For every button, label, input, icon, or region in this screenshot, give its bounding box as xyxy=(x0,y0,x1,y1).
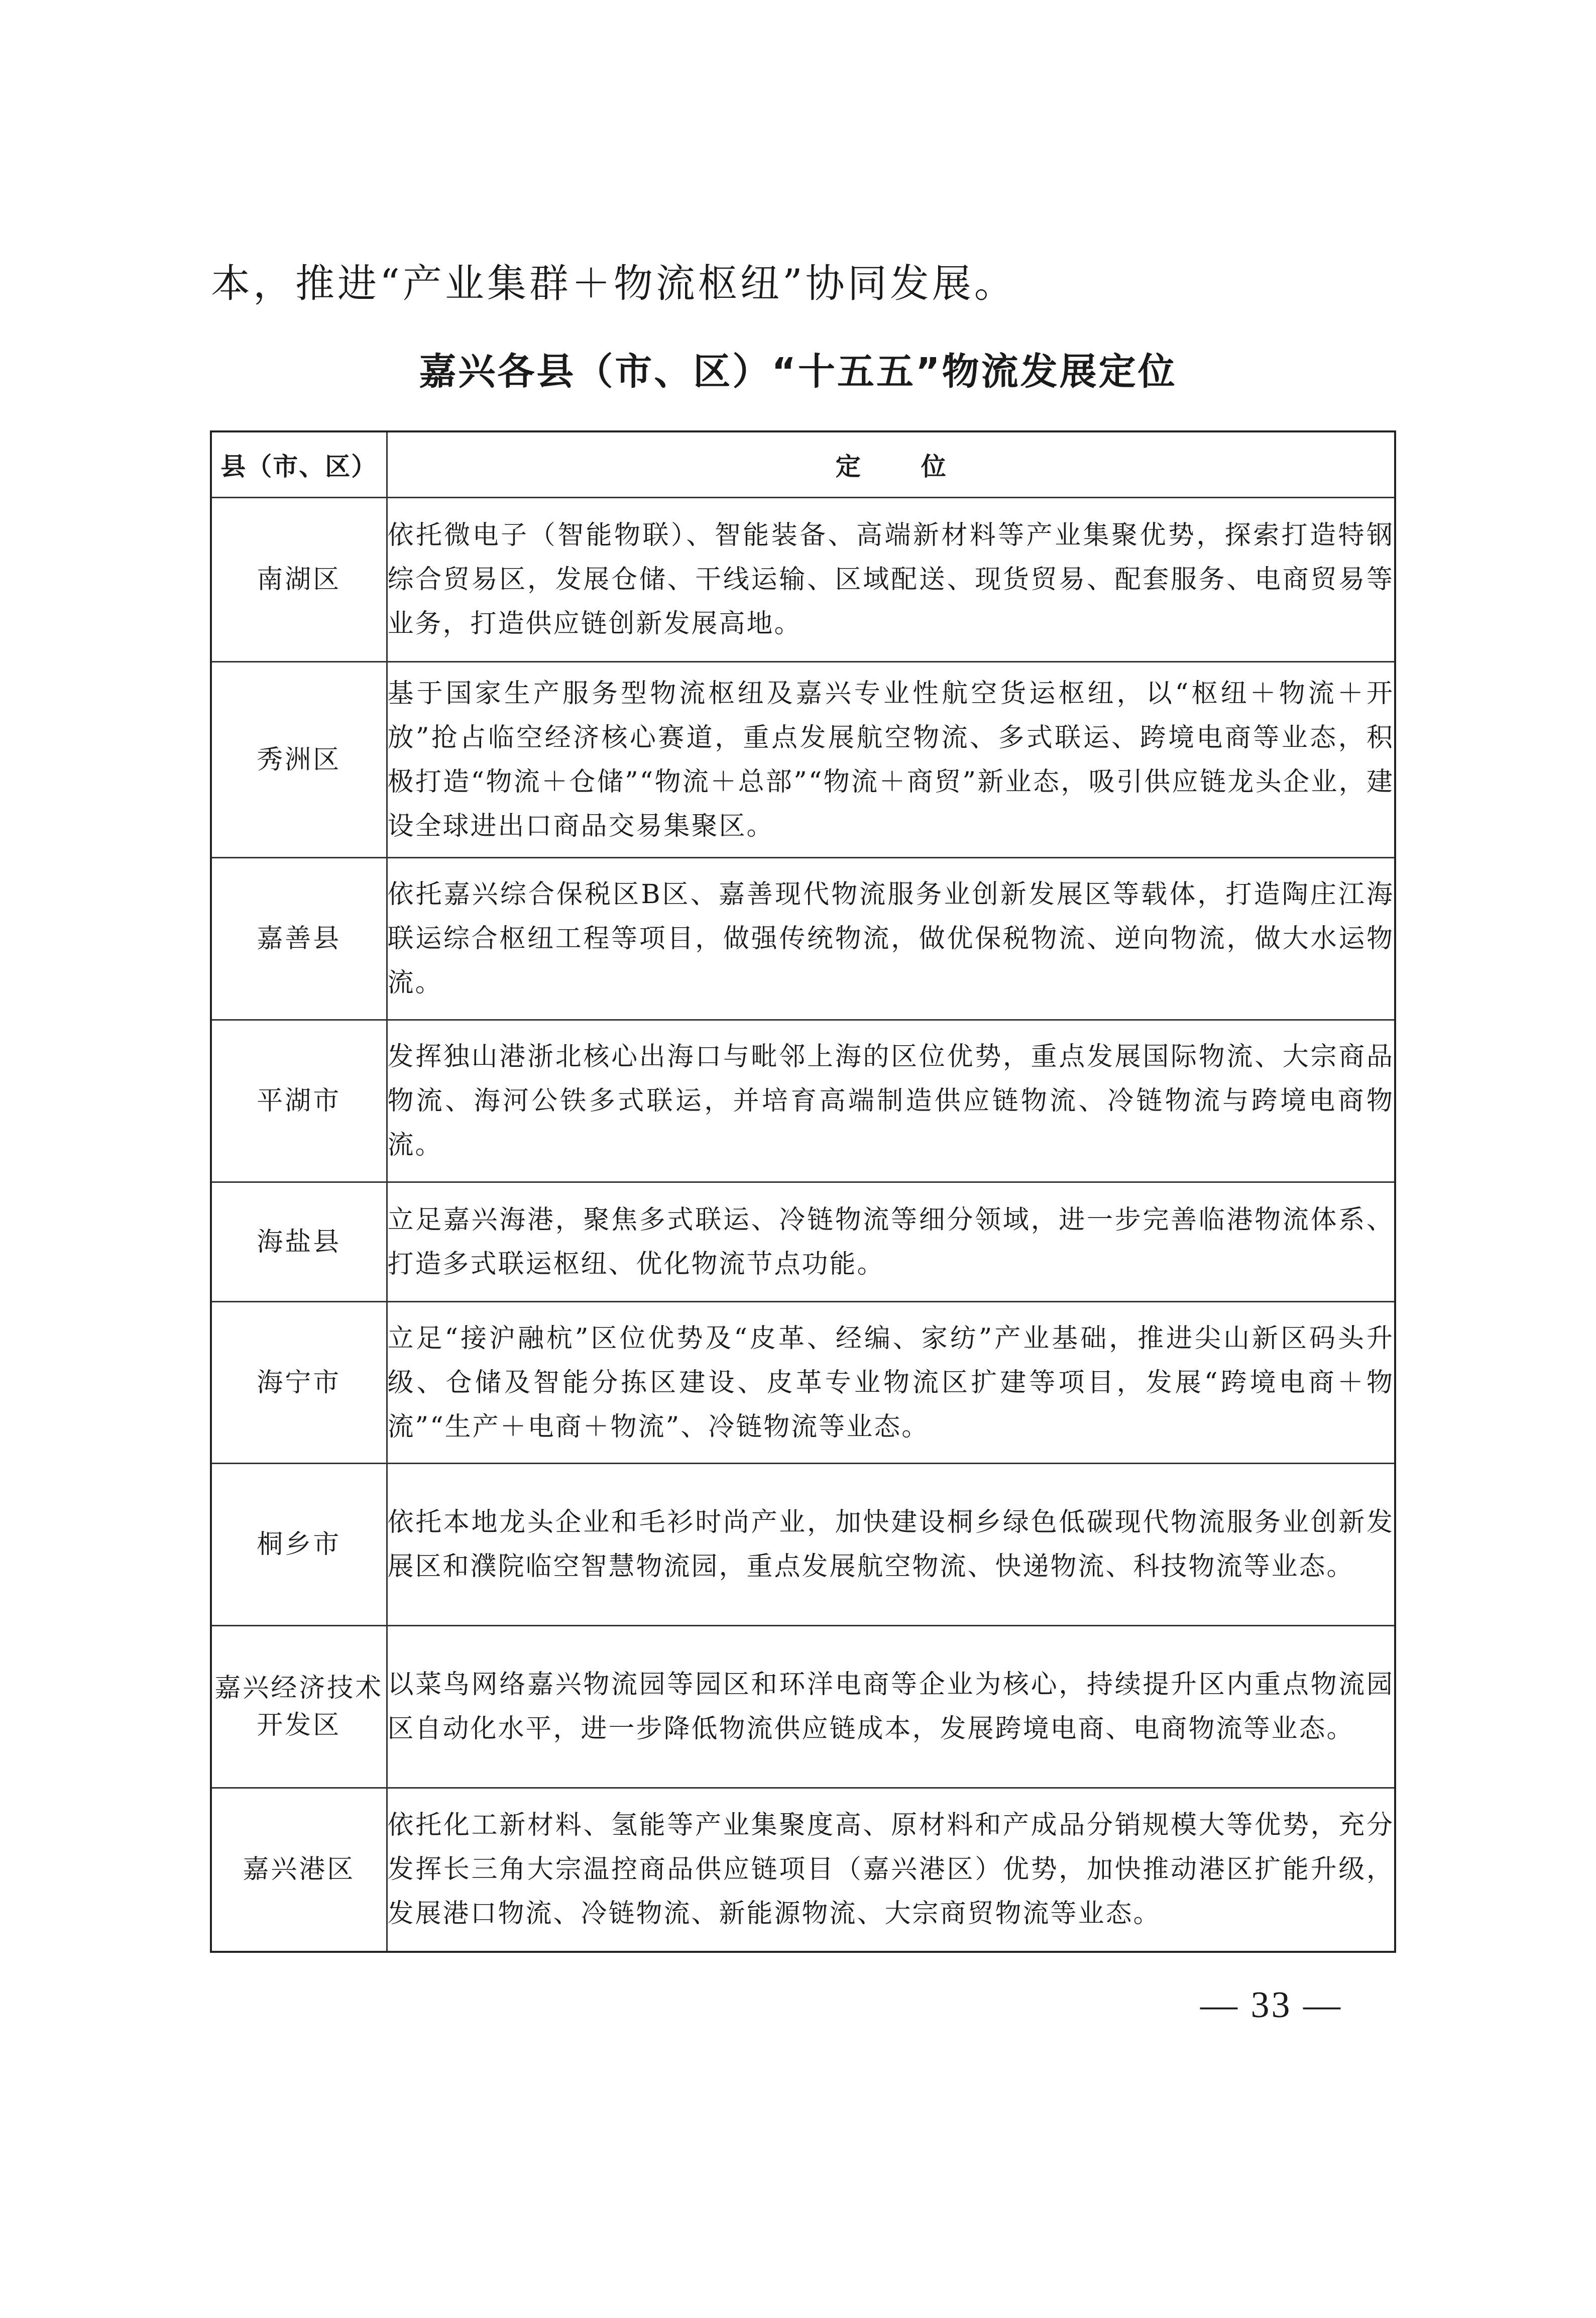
district-name: 嘉兴经济技术开发区 xyxy=(211,1626,387,1788)
logistics-positioning-table xyxy=(210,430,1396,1953)
district-description: 发挥独山港浙北核心出海口与毗邻上海的区位优势，重点发展国际物流、大宗商品物流、海河公铁多式联运，并培育高端制造供应链物流、冷链物流与跨境电商物流。 xyxy=(387,1020,1395,1182)
table-row xyxy=(211,498,1395,662)
district-description: 立足“接沪融杭”区位优势及“皮革、经编、家纺”产业基础，推进尖山新区码头升级、仓储及智能分拣区建设、皮革专业物流区扩建等项目，发展“跨境电商＋物流”“生产＋电商＋物流”、冷链物流等业态。 xyxy=(387,1302,1395,1464)
table-row xyxy=(211,858,1395,1020)
district-description: 以菜鸟网络嘉兴物流园等园区和环洋电商等企业为核心，持续提升区内重点物流园区自动化水平，进一步降低物流供应链成本，发展跨境电商、电商物流等业态。 xyxy=(387,1626,1395,1788)
district-description: 依托微电子（智能物联）、智能装备、高端新材料等产业集聚优势，探索打造特钢综合贸易区，发展仓储、干线运输、区域配送、现货贸易、配套服务、电商贸易等业务，打造供应链创新发展高地。 xyxy=(387,498,1395,662)
header-position xyxy=(387,431,1395,498)
table-row xyxy=(211,1464,1395,1626)
table-row xyxy=(211,1020,1395,1182)
table-row xyxy=(211,1788,1395,1952)
table-row xyxy=(211,662,1395,858)
district-name: 海盐县 xyxy=(211,1182,387,1302)
district-name: 嘉兴港区 xyxy=(211,1788,387,1952)
district-description: 依托化工新材料、氢能等产业集聚度高、原材料和产成品分销规模大等优势，充分发挥长三角大宗温控商品供应链项目（嘉兴港区）优势，加快推动港区扩能升级，发展港口物流、冷链物流、新能源物流、大宗商贸物流等业态。 xyxy=(387,1788,1395,1952)
district-name: 平湖市 xyxy=(211,1020,387,1182)
table-row xyxy=(211,1182,1395,1302)
district-name: 桐乡市 xyxy=(211,1464,387,1626)
district-name: 秀洲区 xyxy=(211,662,387,858)
header-position-label: 定位 xyxy=(835,452,1006,481)
table-title: 嘉兴各县（市、区）“十五五”物流发展定位 xyxy=(419,350,1177,393)
table-row xyxy=(211,1626,1395,1788)
district-description: 基于国家生产服务型物流枢纽及嘉兴专业性航空货运枢纽，以“枢纽＋物流＋开放”抢占临空经济核心赛道，重点发展航空物流、多式联运、跨境电商等业态，积极打造“物流＋仓储”“物流＋总部”“物流＋商贸”新业态，吸引供应链龙头企业，建设全球进出口商品交易集聚区。 xyxy=(387,662,1395,858)
district-description: 依托本地龙头企业和毛衫时尚产业，加快建设桐乡绿色低碳现代物流服务业创新发展区和濮院临空智慧物流园，重点发展航空物流、快递物流、科技物流等业态。 xyxy=(387,1464,1395,1626)
header-district: 县（市、区） xyxy=(211,431,387,498)
district-name: 南湖区 xyxy=(211,498,387,662)
intro-paragraph: 本，推进“产业集群＋物流枢纽”协同发展。 xyxy=(211,261,1016,306)
table-header-row xyxy=(211,431,1395,498)
page-number: — 33 — xyxy=(1200,1984,1342,2026)
table-row xyxy=(211,1302,1395,1464)
district-description: 立足嘉兴海港，聚焦多式联运、冷链物流等细分领域，进一步完善临港物流体系、打造多式联运枢纽、优化物流节点功能。 xyxy=(387,1182,1395,1302)
district-name: 嘉善县 xyxy=(211,858,387,1020)
district-description: 依托嘉兴综合保税区B区、嘉善现代物流服务业创新发展区等载体，打造陶庄江海联运综合枢纽工程等项目，做强传统物流，做优保税物流、逆向物流，做大水运物流。 xyxy=(387,858,1395,1020)
district-name: 海宁市 xyxy=(211,1302,387,1464)
